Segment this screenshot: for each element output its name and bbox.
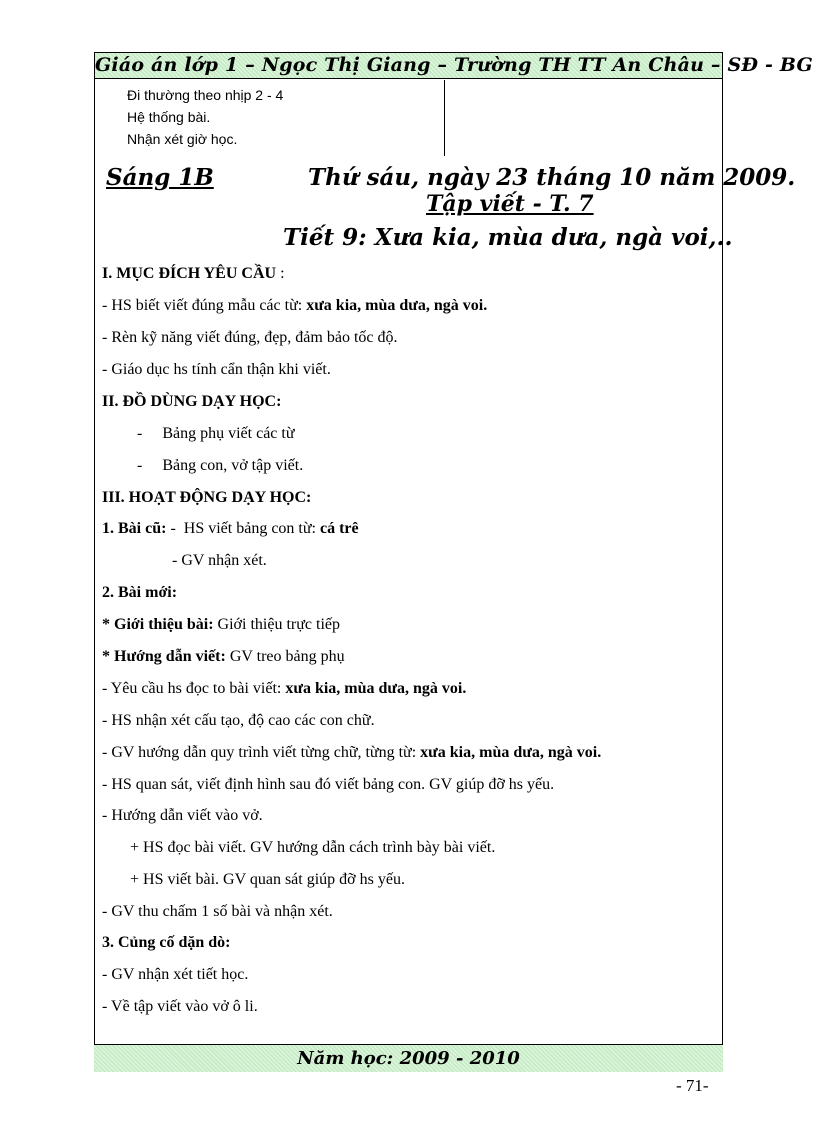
text-line — [102, 616, 340, 634]
text-line: - GV nhận xét tiết học. — [102, 966, 249, 983]
text-line — [102, 520, 359, 538]
bold-words: cá trê — [320, 520, 359, 537]
subsection-label: 3. Củng cố dặn dò: — [102, 934, 231, 951]
section-title: I. MỤC ĐÍCH YÊU CẦU — [102, 265, 277, 282]
text-line: - HS nhận xét cấu tạo, độ cao các con chữ. — [102, 712, 375, 729]
text-line: - GV thu chấm 1 số bài và nhận xét. — [102, 903, 333, 920]
header-title: Giáo án lớp 1 – Ngọc Thị Giang – Trường TH TT An Châu – SĐ - BG — [95, 54, 813, 76]
text: - Yêu cầu hs đọc to bài viết: — [102, 680, 286, 697]
text: - GV hướng dẫn quy trình viết từng chữ, từng từ: — [102, 744, 421, 761]
bold-words: xưa kia, mùa dưa, ngà voi. — [285, 680, 467, 697]
text-line — [102, 297, 487, 315]
text-line — [102, 744, 601, 762]
text-line — [102, 648, 345, 666]
text-line — [102, 680, 466, 698]
class-label: Sáng 1B — [106, 164, 214, 191]
text-line: - GV nhận xét. — [172, 552, 267, 569]
text-line: - Hướng dẫn viết vào vở. — [102, 807, 263, 824]
table-column-divider — [444, 80, 445, 156]
page-footer — [94, 1045, 723, 1072]
text-line: - Về tập viết vào vở ô li. — [102, 998, 258, 1015]
subsection-label: * Hướng dẫn viết: — [102, 648, 226, 665]
subsection-label: 2. Bài mới: — [102, 584, 178, 601]
text-line: - Rèn kỹ năng viết đúng, đẹp, đảm bảo tốc độ. — [102, 329, 398, 346]
section-title: II. ĐỒ DÙNG DẠY HỌC: — [102, 393, 282, 410]
text: - HS biết viết đúng mẫu các từ: — [102, 297, 307, 314]
lesson-date: Thứ sáu, ngày 23 tháng 10 năm 2009. — [308, 164, 796, 191]
page-number: - 71- — [676, 1076, 709, 1095]
subsection-label: 1. Bài cũ: — [102, 520, 167, 537]
bold-words: xưa kia, mùa dưa, ngà voi. — [306, 297, 488, 314]
section-heading — [102, 265, 285, 283]
text-line: + HS viết bài. GV quan sát giúp đỡ hs yếu. — [130, 871, 405, 888]
text-line: - HS quan sát, viết định hình sau đó viết bảng con. GV giúp đỡ hs yếu. — [102, 776, 555, 793]
bold-words: xưa kia, mùa dưa, ngà voi. — [420, 744, 602, 761]
text-line: - Giáo dục hs tính cẩn thận khi viết. — [102, 361, 331, 378]
text: Giới thiệu trực tiếp — [213, 616, 340, 633]
school-year: Năm học: 2009 - 2010 — [297, 1048, 520, 1069]
list-item: - Bảng con, vở tập viết. — [137, 457, 304, 474]
previous-lesson-line: Nhận xét giờ học. — [127, 131, 238, 147]
page-header — [94, 52, 813, 79]
subsection-label: * Giới thiệu bài: — [102, 616, 214, 633]
text: - HS viết bảng con từ: — [166, 520, 320, 537]
previous-lesson-line: Hệ thống bài. — [127, 109, 211, 125]
section-title: III. HOẠT ĐỘNG DẠY HỌC: — [102, 489, 312, 506]
text-line: + HS đọc bài viết. GV hướng dẫn cách trình bày bài viết. — [130, 839, 496, 856]
text: GV treo bảng phụ — [225, 648, 345, 665]
section-colon: : — [280, 265, 285, 282]
lesson-subject: Tập viết - T. 7 — [426, 191, 594, 217]
list-item: - Bảng phụ viết các từ — [137, 425, 295, 442]
lesson-title: Tiết 9: Xưa kia, mùa dưa, ngà voi,.. — [283, 224, 733, 251]
previous-lesson-line: Đi thường theo nhịp 2 - 4 — [127, 87, 284, 103]
